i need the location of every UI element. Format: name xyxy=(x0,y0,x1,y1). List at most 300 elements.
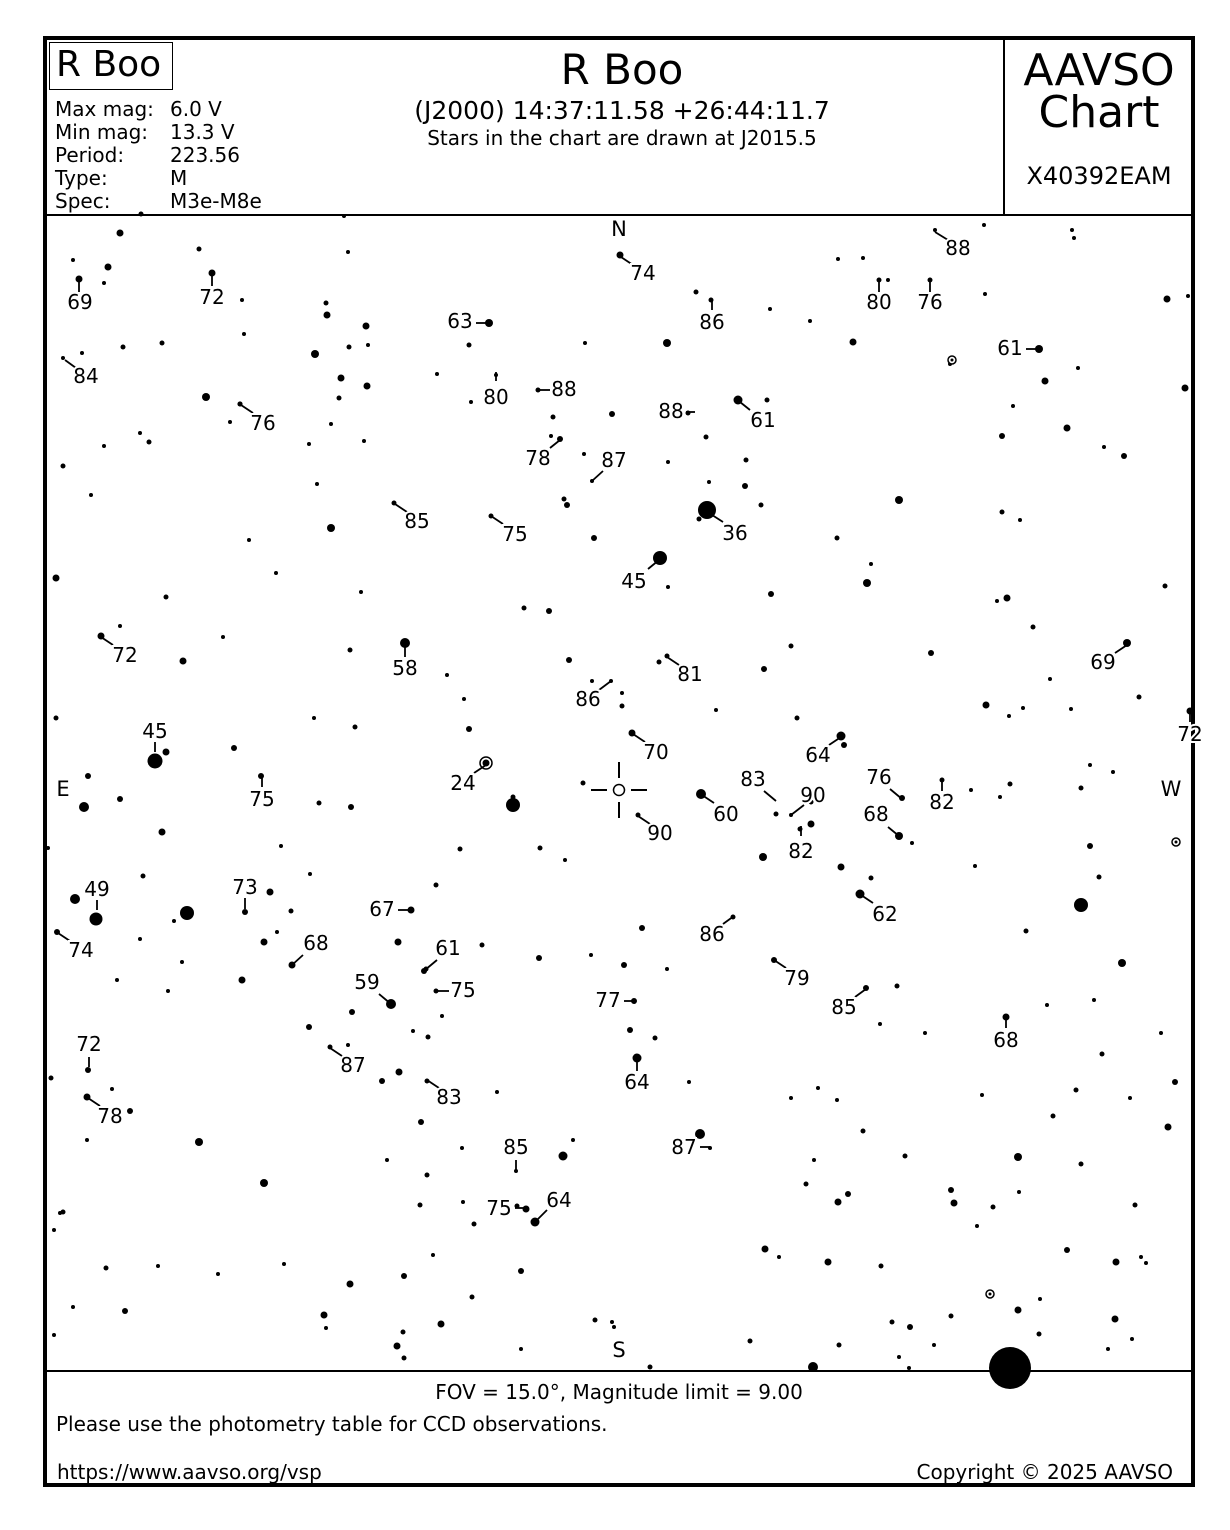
field-star xyxy=(980,1093,984,1097)
comparison-label: 85 xyxy=(831,995,857,1019)
field-star xyxy=(164,595,169,600)
field-star xyxy=(460,1146,464,1150)
comparison-leader xyxy=(592,471,603,481)
field-star xyxy=(1070,228,1074,232)
copyright: Copyright © 2025 AAVSO xyxy=(916,1460,1173,1484)
field-star xyxy=(418,1119,424,1125)
comparison-label: 62 xyxy=(872,902,898,926)
field-star xyxy=(363,323,370,330)
field-star xyxy=(411,1029,415,1033)
field-star xyxy=(53,575,60,582)
field-star xyxy=(639,925,645,931)
comparison-label: 69 xyxy=(1090,650,1116,674)
field-star xyxy=(761,666,767,672)
comparison-label: 86 xyxy=(575,687,601,711)
field-star xyxy=(1031,625,1036,630)
field-star xyxy=(466,726,472,732)
field-star xyxy=(795,716,800,721)
comparison-label: 68 xyxy=(303,931,329,955)
field-star xyxy=(366,343,370,347)
field-star xyxy=(869,876,874,881)
field-star xyxy=(117,796,123,802)
field-star xyxy=(991,1205,996,1210)
comparison-label: 88 xyxy=(551,377,577,401)
field-star xyxy=(71,1305,75,1309)
field-star xyxy=(995,599,999,603)
field-star xyxy=(895,984,900,989)
comparison-label: 83 xyxy=(436,1085,462,1109)
field-star xyxy=(816,1086,820,1090)
comparison-label: 81 xyxy=(677,662,703,686)
comparison-label: 75 xyxy=(249,787,275,811)
field-star xyxy=(180,906,194,920)
comparison-label: 72 xyxy=(199,285,225,309)
target-star-marker xyxy=(614,785,625,796)
field-star xyxy=(85,773,91,779)
comparison-label: 87 xyxy=(601,448,627,472)
field-star xyxy=(982,223,986,227)
comparison-label: 24 xyxy=(450,771,476,795)
aavso-label-line: Chart xyxy=(1038,87,1160,138)
field-star xyxy=(620,704,625,709)
field-star xyxy=(890,1320,895,1325)
comparison-leader xyxy=(890,789,902,799)
title-block xyxy=(347,44,897,150)
field-star xyxy=(54,716,59,721)
field-star xyxy=(519,1347,523,1351)
comparison-label: 68 xyxy=(993,1028,1019,1052)
field-star xyxy=(395,939,402,946)
field-star xyxy=(845,1191,851,1197)
field-star xyxy=(687,1080,691,1084)
field-star xyxy=(353,725,358,730)
field-star xyxy=(115,978,119,982)
info-value: M3e-M8e xyxy=(170,189,262,213)
field-star xyxy=(315,482,319,486)
comparison-label: 85 xyxy=(503,1135,529,1159)
field-star xyxy=(1106,1347,1110,1351)
field-star xyxy=(748,1339,753,1344)
comparison-label: 87 xyxy=(671,1135,697,1159)
field-star xyxy=(653,1036,658,1041)
comparison-leader xyxy=(702,795,714,803)
star-info-table xyxy=(55,98,262,213)
info-key: Type: xyxy=(55,166,108,190)
field-star xyxy=(969,788,973,792)
field-star xyxy=(591,535,597,541)
field-star xyxy=(879,1264,884,1269)
field-star xyxy=(538,846,543,851)
field-star xyxy=(583,341,587,345)
field-star xyxy=(1164,296,1171,303)
field-star xyxy=(1092,998,1096,1002)
comparison-leader xyxy=(1115,645,1127,653)
field-star xyxy=(105,264,112,271)
field-star xyxy=(209,270,216,277)
chart-id: X40392EAM xyxy=(1026,162,1172,190)
field-star xyxy=(1112,1316,1119,1323)
field-star xyxy=(768,591,774,597)
field-star xyxy=(79,802,89,812)
field-star xyxy=(1087,843,1093,849)
field-star xyxy=(546,608,552,614)
field-star xyxy=(581,781,586,786)
direction-e-label: E xyxy=(56,777,70,801)
comparison-leader xyxy=(740,402,750,410)
field-star xyxy=(469,400,473,404)
field-star xyxy=(765,398,770,403)
field-star xyxy=(621,962,627,968)
field-star xyxy=(835,536,840,541)
field-star xyxy=(850,339,857,346)
field-star xyxy=(324,312,331,319)
field-star xyxy=(907,1324,913,1330)
comparison-label: 90 xyxy=(800,783,826,807)
comparison-label: 61 xyxy=(435,936,461,960)
field-star xyxy=(156,1264,160,1268)
field-star xyxy=(163,749,170,756)
field-star xyxy=(159,829,166,836)
star-name: R Boo xyxy=(49,42,173,90)
field-star xyxy=(1113,1259,1120,1266)
field-star xyxy=(122,1308,128,1314)
field-star xyxy=(242,332,246,336)
field-star xyxy=(76,276,83,283)
chart-title: R Boo xyxy=(560,45,684,94)
field-star xyxy=(861,1129,866,1134)
comparison-label: 87 xyxy=(340,1053,366,1077)
comparison-label: 59 xyxy=(354,970,380,994)
field-star xyxy=(349,1009,355,1015)
field-star xyxy=(274,571,278,575)
field-star xyxy=(70,894,80,904)
field-star xyxy=(467,343,472,348)
field-star xyxy=(306,1024,312,1030)
field-star xyxy=(396,1069,403,1076)
field-star xyxy=(1097,875,1102,880)
field-star xyxy=(877,278,882,283)
comparison-label: 45 xyxy=(621,569,647,593)
comparison-label: 78 xyxy=(525,446,551,470)
comparison-label: 73 xyxy=(232,875,258,899)
field-star xyxy=(1024,929,1029,934)
field-star xyxy=(117,230,124,237)
variable-star-core xyxy=(951,359,954,362)
field-star xyxy=(121,345,126,350)
field-star xyxy=(127,1108,133,1114)
comparison-label: 45 xyxy=(142,719,168,743)
field-star xyxy=(506,798,520,812)
field-star xyxy=(180,960,184,964)
field-star xyxy=(258,773,264,779)
field-star xyxy=(742,483,748,489)
comparison-label: 75 xyxy=(502,522,528,546)
field-star xyxy=(928,650,934,656)
comparison-label: 80 xyxy=(866,290,892,314)
field-star xyxy=(89,493,93,497)
field-star xyxy=(1004,595,1011,602)
field-star xyxy=(948,1187,954,1193)
field-star xyxy=(228,420,232,424)
field-star xyxy=(348,804,354,810)
comparison-label: 75 xyxy=(450,978,476,1002)
info-value: 6.0 V xyxy=(170,97,222,121)
field-star xyxy=(312,716,316,720)
comparison-label: 90 xyxy=(647,821,673,845)
comparison-leader xyxy=(491,516,503,524)
field-star xyxy=(1102,445,1106,449)
comparison-leader xyxy=(550,440,560,448)
comparison-label: 76 xyxy=(917,290,943,314)
field-star xyxy=(247,538,251,542)
field-star xyxy=(279,844,283,848)
field-star xyxy=(338,375,345,382)
field-star xyxy=(1139,1255,1143,1259)
field-star xyxy=(612,1325,616,1329)
field-star xyxy=(440,1014,444,1018)
field-star xyxy=(694,290,699,295)
field-star xyxy=(1163,584,1168,589)
field-star xyxy=(260,1179,268,1187)
field-star xyxy=(195,1138,203,1146)
field-star xyxy=(1076,366,1080,370)
comparison-leader xyxy=(648,560,659,569)
field-star xyxy=(172,919,176,923)
field-star xyxy=(563,858,567,862)
field-star xyxy=(932,1343,936,1347)
field-star xyxy=(289,909,294,914)
field-star xyxy=(1007,714,1011,718)
field-star xyxy=(1021,706,1025,710)
field-star xyxy=(609,411,615,417)
field-star xyxy=(804,1182,809,1187)
field-star xyxy=(777,1255,781,1259)
comparison-label: 88 xyxy=(945,236,971,260)
comparison-leader xyxy=(888,827,899,836)
field-star xyxy=(242,909,248,915)
vsp-link[interactable]: https://www.aavso.org/vsp xyxy=(57,1460,322,1484)
field-star xyxy=(1074,898,1088,912)
field-star xyxy=(425,1173,430,1178)
field-star xyxy=(104,1266,109,1271)
field-star xyxy=(346,250,350,254)
field-star xyxy=(1017,1190,1021,1194)
field-star xyxy=(923,1031,927,1035)
field-star xyxy=(933,228,937,232)
field-star xyxy=(627,1027,633,1033)
field-star xyxy=(571,1138,575,1142)
field-star xyxy=(704,435,709,440)
field-star xyxy=(329,422,333,426)
field-star xyxy=(394,1343,401,1350)
comparison-label: 67 xyxy=(369,897,395,921)
field-star xyxy=(324,1326,328,1330)
field-star xyxy=(85,1138,89,1142)
field-star xyxy=(118,624,122,628)
field-star xyxy=(949,1314,954,1319)
field-star xyxy=(138,937,142,941)
comparison-leader xyxy=(764,791,776,801)
comparison-label: 60 xyxy=(713,802,739,826)
field-star xyxy=(1042,378,1049,385)
field-star xyxy=(983,292,987,296)
field-star xyxy=(903,1154,908,1159)
field-star xyxy=(697,517,702,522)
field-star xyxy=(308,872,312,876)
field-star xyxy=(762,1246,769,1253)
field-star xyxy=(180,658,187,665)
field-star xyxy=(1182,385,1189,392)
comparison-label: 82 xyxy=(788,839,814,863)
comparison-label: 68 xyxy=(863,802,889,826)
field-star xyxy=(1137,695,1142,700)
field-star xyxy=(472,1222,477,1227)
field-star xyxy=(426,1035,431,1040)
comparison-label: 85 xyxy=(404,509,430,533)
comparison-leader xyxy=(292,955,303,965)
field-star xyxy=(321,1312,328,1319)
field-star xyxy=(522,606,527,611)
star-field-svg xyxy=(47,214,1203,1372)
field-star xyxy=(973,864,977,868)
info-row xyxy=(55,144,262,167)
field-star xyxy=(138,431,142,435)
field-star xyxy=(895,496,903,504)
field-star xyxy=(665,967,669,971)
ccd-note: Please use the photometry table for CCD observations. xyxy=(56,1412,608,1436)
field-star xyxy=(435,372,439,376)
field-star xyxy=(774,812,779,817)
field-star xyxy=(362,439,366,443)
chart-footer xyxy=(47,1370,1191,1485)
field-star xyxy=(495,1090,499,1094)
field-star xyxy=(52,1333,56,1337)
field-star xyxy=(400,638,410,648)
field-star xyxy=(835,1199,842,1206)
field-star xyxy=(1128,1096,1132,1100)
comparison-label: 76 xyxy=(866,765,892,789)
comparison-leader xyxy=(599,681,611,690)
field-star xyxy=(1000,510,1005,515)
field-star xyxy=(337,396,342,401)
comparison-leader xyxy=(101,637,113,645)
comparison-label: 74 xyxy=(630,261,656,285)
field-star xyxy=(808,821,815,828)
field-star xyxy=(342,214,346,218)
comparison-label: 61 xyxy=(997,336,1023,360)
field-star xyxy=(1035,345,1043,353)
field-star xyxy=(648,1365,653,1370)
field-star xyxy=(461,1200,465,1204)
field-star xyxy=(1121,453,1127,459)
comparison-label: 77 xyxy=(595,988,621,1012)
aavso-label-line: AAVSO xyxy=(1023,45,1175,96)
field-star xyxy=(559,1152,568,1161)
comparison-label: 75 xyxy=(486,1196,512,1220)
field-star xyxy=(582,452,586,456)
field-star xyxy=(261,939,268,946)
field-star xyxy=(110,1087,114,1091)
star-field xyxy=(47,214,1203,1372)
field-star xyxy=(1172,1079,1178,1085)
field-star xyxy=(663,339,671,347)
field-star xyxy=(307,442,311,446)
field-star xyxy=(863,579,871,587)
aavso-label xyxy=(1005,45,1193,138)
field-star xyxy=(536,955,542,961)
field-star xyxy=(347,345,352,350)
comparison-label: 83 xyxy=(740,767,766,791)
info-row xyxy=(55,98,262,121)
field-star xyxy=(841,742,847,748)
field-star xyxy=(1144,1261,1148,1265)
field-star xyxy=(166,989,170,993)
comparison-label: 72 xyxy=(76,1032,102,1056)
field-star xyxy=(1064,425,1071,432)
comparison-label: 49 xyxy=(84,877,110,901)
comparison-leader xyxy=(829,737,841,745)
field-star xyxy=(878,1022,882,1026)
field-star xyxy=(1074,1088,1079,1093)
info-row xyxy=(55,167,262,190)
field-star xyxy=(549,434,553,438)
field-star xyxy=(789,1096,793,1100)
field-star xyxy=(983,702,990,709)
field-star xyxy=(364,383,371,390)
field-star xyxy=(1079,1162,1084,1167)
comparison-label: 72 xyxy=(112,643,138,667)
field-star xyxy=(789,644,794,649)
field-star xyxy=(139,212,144,217)
field-star xyxy=(928,278,933,283)
direction-s-label: S xyxy=(612,1338,626,1362)
field-star xyxy=(759,853,767,861)
field-star xyxy=(275,930,279,934)
coordinates: (J2000) 14:37:11.58 +26:44:11.7 xyxy=(414,96,830,125)
field-star xyxy=(52,1228,56,1232)
field-star xyxy=(1111,770,1115,774)
field-star xyxy=(593,1318,598,1323)
field-star xyxy=(620,691,624,695)
comparison-label: 80 xyxy=(483,385,509,409)
field-star xyxy=(438,1321,445,1328)
comparison-label: 76 xyxy=(250,411,276,435)
field-star xyxy=(590,679,594,683)
field-star xyxy=(836,257,840,261)
field-star xyxy=(80,351,84,355)
field-star xyxy=(141,874,146,879)
direction-w-label: W xyxy=(1160,777,1182,801)
comparison-leader xyxy=(425,960,437,970)
field-star xyxy=(897,1355,901,1359)
comparison-label: 64 xyxy=(805,743,831,767)
field-star xyxy=(1130,1337,1134,1341)
info-row xyxy=(55,190,262,213)
field-star xyxy=(562,497,567,502)
field-star xyxy=(825,1259,832,1266)
field-star xyxy=(1014,1153,1022,1161)
field-star xyxy=(49,1076,54,1081)
field-star xyxy=(1045,1003,1049,1007)
field-star xyxy=(975,1224,979,1228)
field-star xyxy=(657,660,662,665)
info-key: Period: xyxy=(55,143,125,167)
field-star xyxy=(1051,1114,1056,1119)
comparison-label: 82 xyxy=(929,790,955,814)
field-star xyxy=(160,341,165,346)
field-star xyxy=(327,524,335,532)
field-star xyxy=(1079,786,1084,791)
